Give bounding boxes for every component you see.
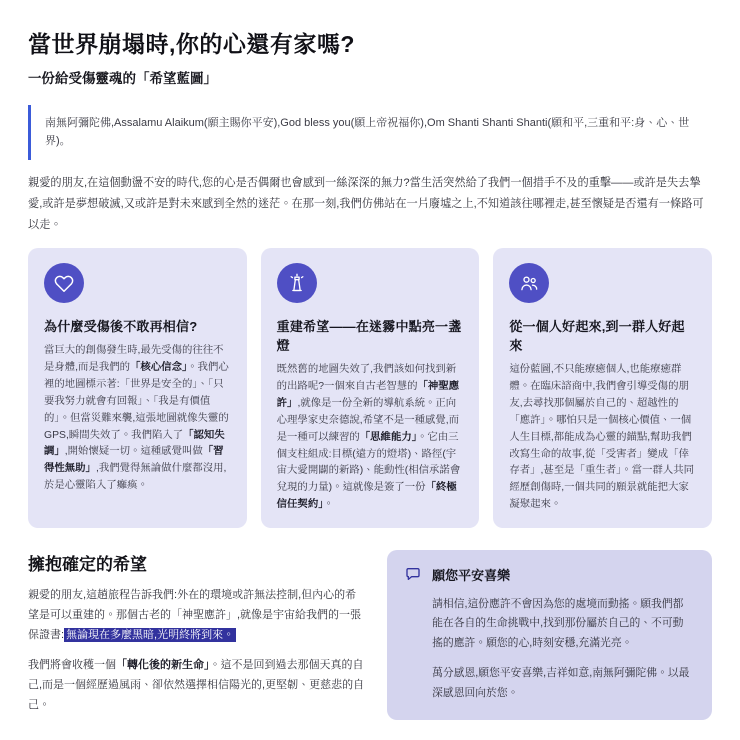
speech-bubble-icon — [405, 566, 421, 582]
blessing-box-header — [405, 565, 692, 584]
blessing-paragraph-2: 萬分感恩,願您平安喜樂,吉祥如意,南無阿彌陀佛。以最深感恩回向於您。 — [432, 667, 690, 699]
page-title: 當世界崩塌時,你的心還有家嗎? — [28, 31, 355, 57]
card-title: 重建希望——在迷霧中點亮一盞燈 — [276, 319, 462, 354]
bottom-section — [28, 550, 712, 720]
card-broken-trust — [28, 248, 247, 528]
heart-icon — [44, 263, 84, 303]
card-body-text: 這份藍圖,不只能療癒個人,也能療癒群體。在臨床諮商中,我們會引導受傷的朋友,去尋找那個屬於自己的、超越性的「應許」。哪怕只是一個核心價值、一個人生目標,都能成為心靈的錨點,幫助我們改寫生命的故事,從「受害者」變成「倖存者」,甚至是「重生者」。當一群人共同經歷創傷時,一個共同的願景就能把大家凝聚起來。 — [509, 364, 695, 511]
closing-paragraph-2: 我們將會收穫一個「轉化後的新生命」。這不是回到過去那個天真的自己,而是一個經歷過風雨、卻依然選擇相信陽光的,更堅韌、更慈悲的自己。 — [28, 659, 365, 711]
card-row — [28, 248, 712, 528]
closing-paragraph-1: 親愛的朋友,這趟旅程告訴我們:外在的環境或許無法控制,但內心的希望是可以重建的。那個古老的「神聖應許」,就像是宇宙給我們的一張保證書: 無論現在多麼黑暗,光明終將到來。 — [28, 588, 362, 641]
page-subtitle: 一份給受傷靈魂的「希望藍圖」 — [28, 71, 217, 86]
card-body-text: 當巨大的創傷發生時,最先受傷的往往不是身體,而是我們的「核心信念」。我們心裡的地圖標示著:「世界是安全的」、「只要我努力就會有回報」、「我是有價值的」。但當災難來襲,這張地圖就像失靈的GPS,瞬間失效了。我們陷入了「認知失調」,開始懷疑一切。這種感覺叫做「習得性無助」,我們覺得無論做什麼都沒用,於是心靈陷入了癱瘓。 — [44, 345, 229, 492]
closing-column — [28, 550, 367, 716]
card-title: 為什麼受傷後不敢再相信? — [44, 319, 198, 335]
closing-heading: 擁抱確定的希望 — [28, 554, 147, 574]
blessing-box — [387, 550, 712, 720]
intro-paragraph: 親愛的朋友,在這個動盪不安的時代,您的心是否偶爾也會感到一絲深深的無力?當生活突然給了我們一個措手不及的重擊——或許是失去摯愛,或許是夢想破滅,又或許是對未來感到全然的迷茫。在那一刻,我們仿佛站在一片廢墟之上,不知道該往哪裡走,甚至懷疑是否還有一條路可以走。 — [28, 177, 704, 231]
card-rebuild-hope — [261, 248, 480, 528]
card-community-healing — [493, 248, 712, 528]
lighthouse-icon — [277, 263, 317, 303]
blessing-paragraph-1: 請相信,這份應許不會因為您的處境而動搖。願我們都能在各自的生命挑戰中,找到那份屬於自己的、不可動搖的應許。願您的心,時刻安穩,充滿光亮。 — [432, 597, 684, 649]
group-icon — [509, 263, 549, 303]
card-body-text: 既然舊的地圖失效了,我們該如何找到新的出路呢?一個來自古老智慧的「神聖應許」,就像是一份全新的導航系統。正向心理學家史奈德說,希望不是一種感覺,而是一種可以練習的「思維能力」。它由三個支柱組成:目標(遠方的燈塔)、路徑(宇宙大愛開闢的新路)、能動性(相信承諾會兌現的力量)。這就像是簽了一份「終極信任契約」。 — [276, 364, 461, 511]
card-title: 從一個人好起來,到一群人好起來 — [509, 319, 685, 354]
blessing-quote: 南無阿彌陀佛,Assalamu Alaikum(願主賜你平安),God bless you(願上帝祝福你),Om Shanti Shanti Shanti(願和平,三重和平:身、心、世界)。 — [28, 105, 712, 160]
blessing-box-title: 願您平安喜樂 — [432, 567, 511, 583]
